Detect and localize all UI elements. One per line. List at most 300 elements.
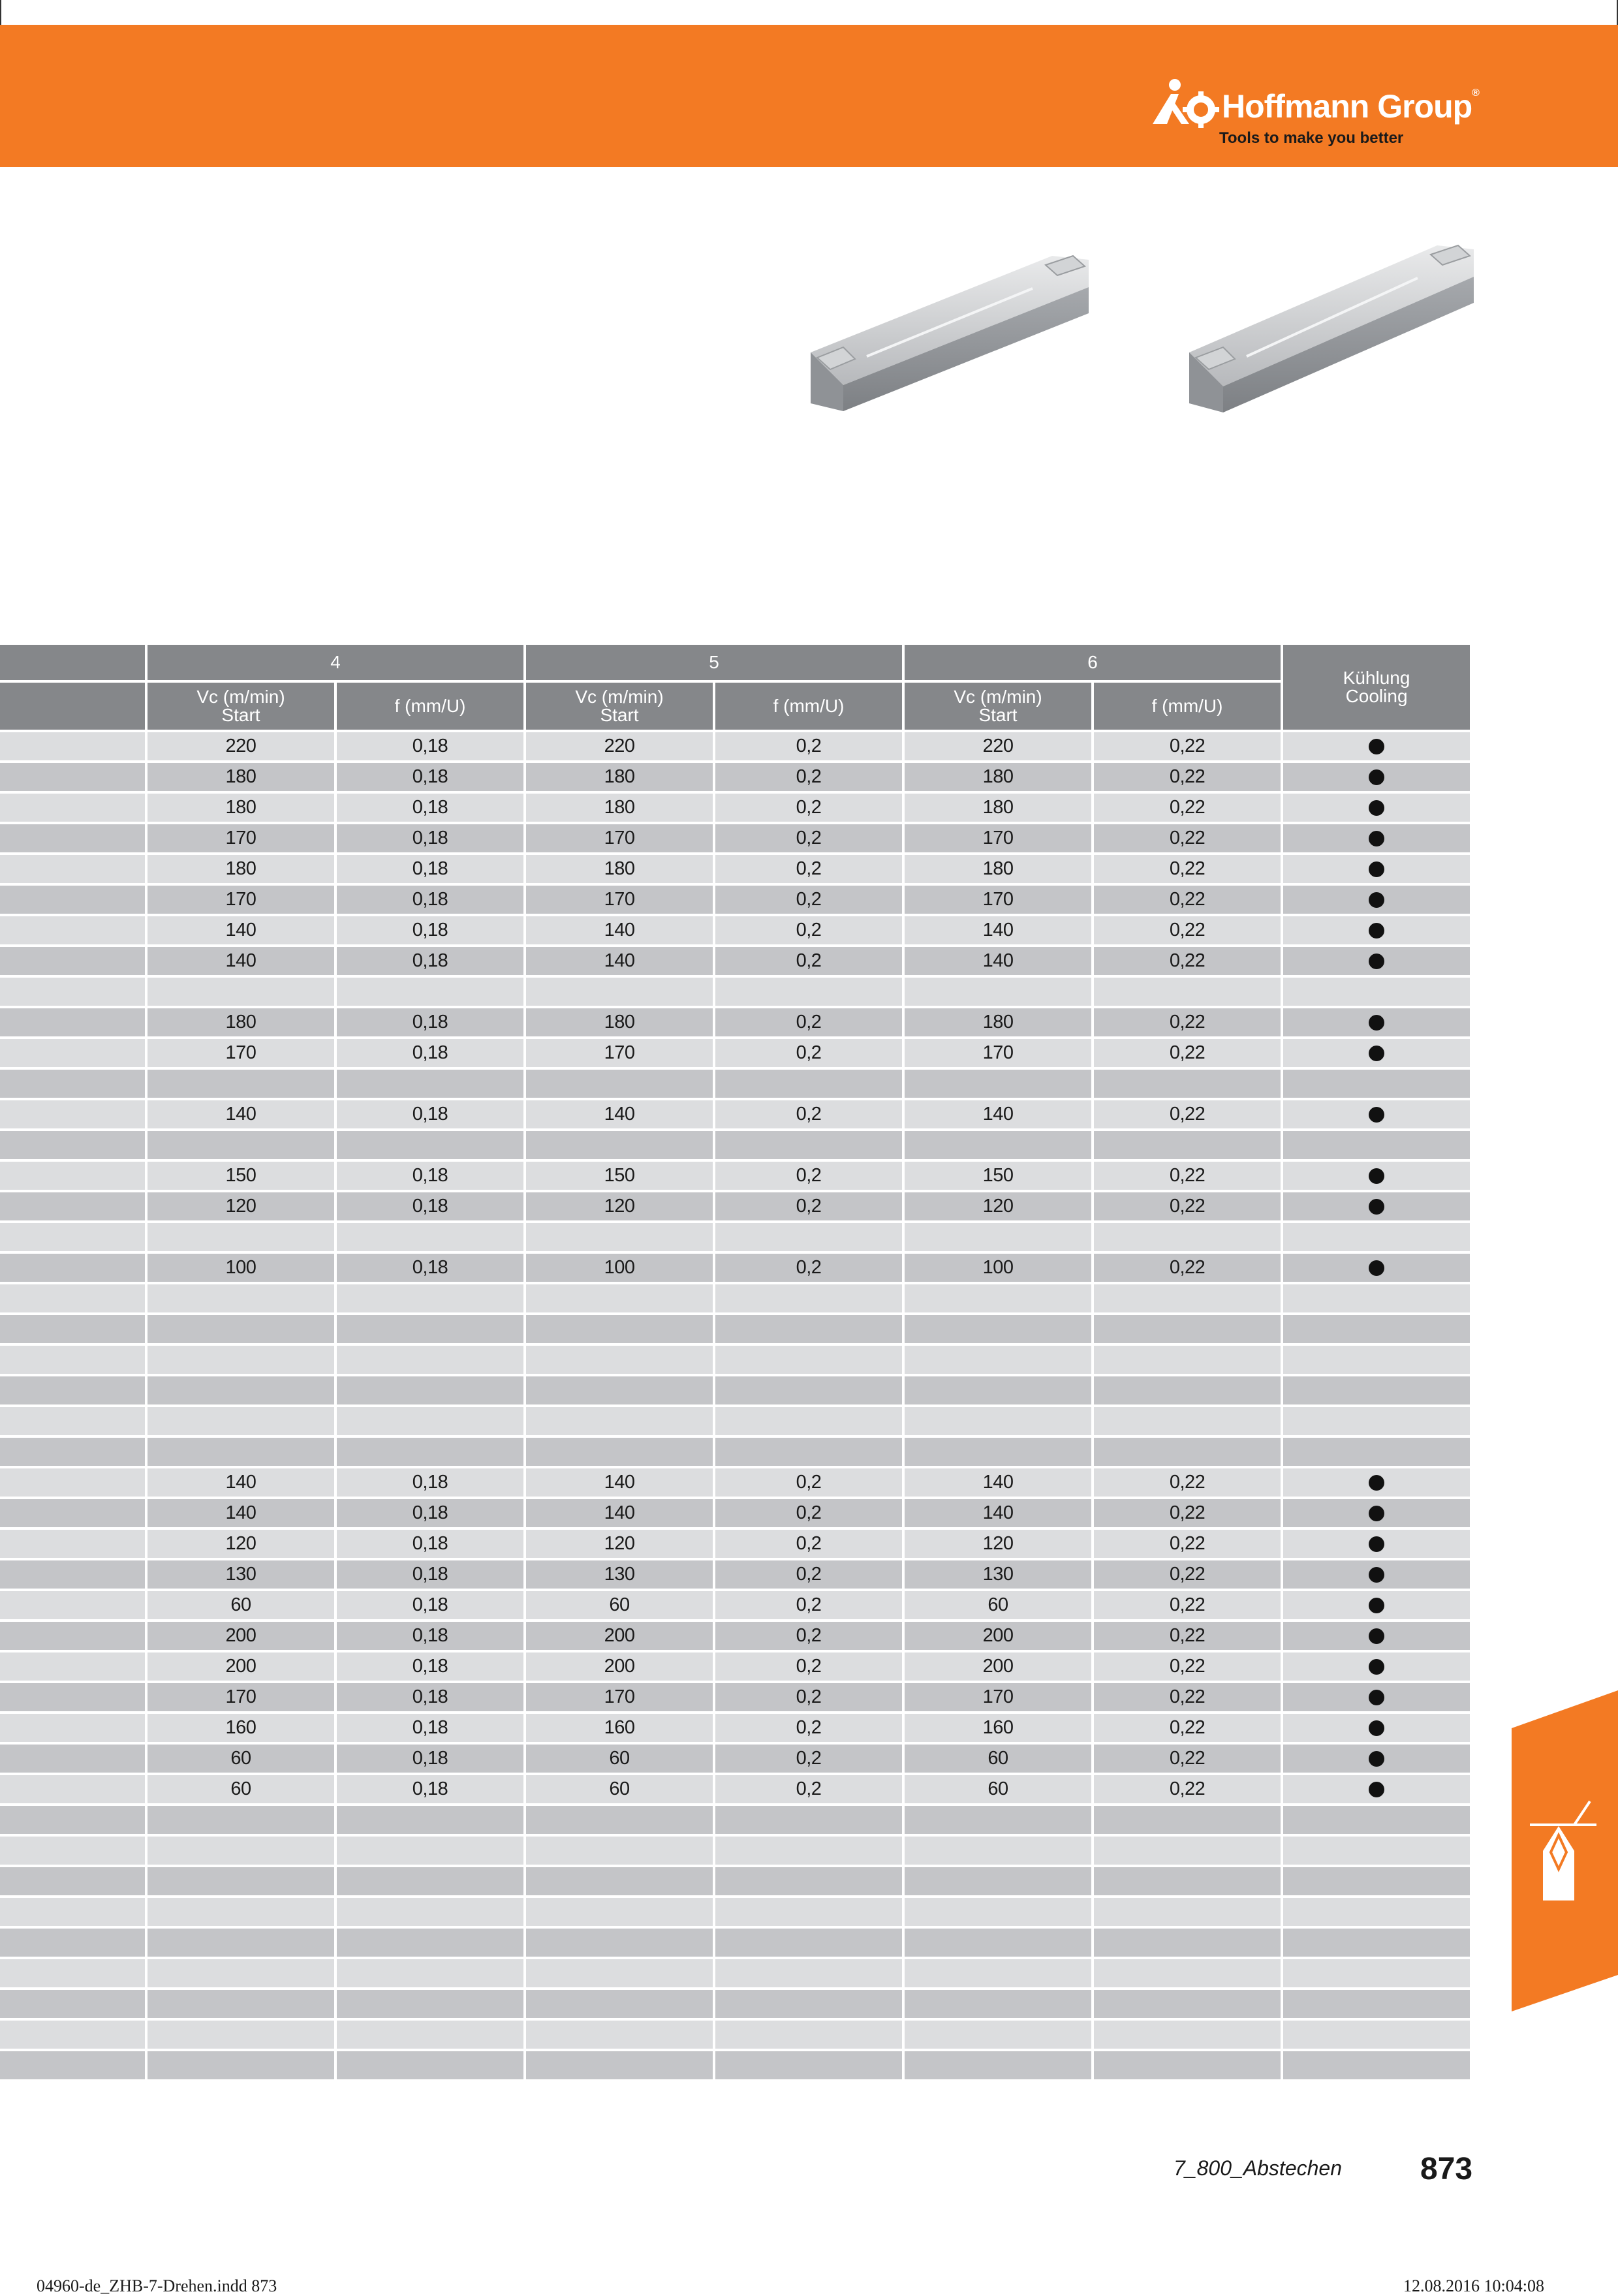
table-row (0, 1406, 1471, 1436)
table-row (0, 1252, 1471, 1283)
cooling-cell (1282, 1314, 1471, 1344)
vc-cell-5 (525, 1897, 714, 1927)
row-label-cell (0, 1621, 146, 1651)
cooling-dot-icon (1369, 1107, 1384, 1123)
cooling-dot-icon (1369, 892, 1384, 908)
cooling-dot-icon (1369, 1536, 1384, 1552)
cooling-cell (1282, 1283, 1471, 1314)
vc-cell-4 (146, 1130, 335, 1160)
vc-cell-5 (525, 1958, 714, 1989)
table-row (0, 1559, 1471, 1590)
vc-cell-4: 160 (146, 1713, 335, 1743)
table-row (0, 731, 1471, 762)
vc-cell-5 (525, 976, 714, 1007)
f-cell-4 (335, 1927, 525, 1958)
f-cell-5: 0,2 (714, 1682, 903, 1713)
cooling-cell (1282, 1989, 1471, 2019)
f-cell-6: 0,22 (1093, 1621, 1282, 1651)
vc-cell-4: 170 (146, 884, 335, 915)
f-cell-6: 0,22 (1093, 1713, 1282, 1743)
vc-cell-5 (525, 1406, 714, 1436)
vc-cell-4: 140 (146, 946, 335, 976)
cooling-cell (1282, 1651, 1471, 1682)
table-row (0, 976, 1471, 1007)
vc-cell-6 (903, 1958, 1093, 1989)
f-cell-4: 0,18 (335, 1559, 525, 1590)
f-cell-6 (1093, 1222, 1282, 1252)
vc-cell-6: 200 (903, 1621, 1093, 1651)
cooling-dot-icon (1369, 954, 1384, 969)
vc-cell-5 (525, 1375, 714, 1406)
f-cell-4: 0,18 (335, 1191, 525, 1222)
vc-cell-5: 170 (525, 823, 714, 854)
f-cell-4: 0,18 (335, 1160, 525, 1191)
f-cell-6: 0,22 (1093, 1743, 1282, 1774)
row-label-cell (0, 1068, 146, 1099)
table-row (0, 1682, 1471, 1713)
vc-cell-5: 120 (525, 1191, 714, 1222)
f-cell-5 (714, 1897, 903, 1927)
vc-cell-4 (146, 1989, 335, 2019)
f-cell-5: 0,2 (714, 1498, 903, 1528)
row-label-cell (0, 1099, 146, 1130)
f-cell-6: 0,22 (1093, 1590, 1282, 1621)
row-label-cell (0, 1375, 146, 1406)
row-label-cell (0, 1927, 146, 1958)
vc-cell-5: 60 (525, 1743, 714, 1774)
f-cell-4 (335, 1068, 525, 1099)
f-cell-5: 0,2 (714, 1774, 903, 1805)
row-label-cell (0, 1651, 146, 1682)
vc-cell-4 (146, 1375, 335, 1406)
row-label-cell (0, 884, 146, 915)
f-cell-5 (714, 1375, 903, 1406)
f-cell-4: 0,18 (335, 762, 525, 792)
vc-cell-4: 220 (146, 731, 335, 762)
row-label-cell (0, 1222, 146, 1252)
f-cell-5: 0,2 (714, 1559, 903, 1590)
cooling-cell (1282, 1130, 1471, 1160)
f-cell-5: 0,2 (714, 1743, 903, 1774)
f-cell-6: 0,22 (1093, 1038, 1282, 1068)
vc-cell-6 (903, 1344, 1093, 1375)
group-header-4: 4 (146, 645, 525, 681)
f-cell-6: 0,22 (1093, 1559, 1282, 1590)
vc-cell-6: 100 (903, 1252, 1093, 1283)
f-cell-5 (714, 1222, 903, 1252)
f-cell-5: 0,2 (714, 1007, 903, 1038)
f-cell-5: 0,2 (714, 1528, 903, 1559)
cooling-header-en: Cooling (1345, 686, 1408, 706)
row-label-cell (0, 1160, 146, 1191)
vc-cell-6: 130 (903, 1559, 1093, 1590)
f-cell-4: 0,18 (335, 1682, 525, 1713)
f-cell-6 (1093, 1436, 1282, 1467)
cooling-cell (1282, 1068, 1471, 1099)
vc-cell-5: 140 (525, 915, 714, 946)
vc-cell-6: 180 (903, 762, 1093, 792)
f-cell-4 (335, 1406, 525, 1436)
f-cell-5: 0,2 (714, 792, 903, 823)
cooling-cell (1282, 1252, 1471, 1283)
cooling-dot-icon (1369, 1782, 1384, 1797)
cooling-dot-icon (1369, 1046, 1384, 1061)
f-cell-5: 0,2 (714, 1252, 903, 1283)
vc-cell-5 (525, 1344, 714, 1375)
f-cell-5 (714, 1958, 903, 1989)
f-cell-4 (335, 1344, 525, 1375)
f-cell-5 (714, 1344, 903, 1375)
f-cell-4 (335, 1283, 525, 1314)
row-label-cell (0, 823, 146, 854)
row-label-cell (0, 792, 146, 823)
hoffmann-logo (1149, 77, 1488, 149)
vc-cell-4 (146, 1314, 335, 1344)
table-row (0, 1038, 1471, 1068)
f-cell-6 (1093, 2050, 1282, 2081)
f-cell-6: 0,22 (1093, 792, 1282, 823)
f-cell-6 (1093, 1344, 1282, 1375)
brand-name: Hoffmann Group® (1222, 87, 1479, 125)
cooling-dot-icon (1369, 1168, 1384, 1184)
f-cell-5 (714, 1436, 903, 1467)
table-row (0, 1835, 1471, 1866)
row-label-cell (0, 1252, 146, 1283)
vc-cell-6 (903, 1436, 1093, 1467)
f-cell-6: 0,22 (1093, 1099, 1282, 1130)
f-cell-4 (335, 1989, 525, 2019)
f-header-4: f (mm/U) (335, 681, 525, 731)
vc-cell-5: 180 (525, 1007, 714, 1038)
row-label-cell (0, 854, 146, 884)
row-label-cell (0, 1467, 146, 1498)
f-cell-4 (335, 2019, 525, 2050)
vc-cell-4: 60 (146, 1590, 335, 1621)
cooling-dot-icon (1369, 923, 1384, 939)
f-cell-5 (714, 1283, 903, 1314)
f-cell-6: 0,22 (1093, 1191, 1282, 1222)
vc-cell-6: 140 (903, 1498, 1093, 1528)
vc-cell-5: 170 (525, 1038, 714, 1068)
group-header-5: 5 (525, 645, 903, 681)
cooling-dot-icon (1369, 1720, 1384, 1736)
f-cell-6: 0,22 (1093, 731, 1282, 762)
vc-cell-5 (525, 1989, 714, 2019)
f-cell-5: 0,2 (714, 1467, 903, 1498)
vc-cell-4: 140 (146, 1099, 335, 1130)
f-cell-4 (335, 1314, 525, 1344)
vc-cell-5 (525, 1068, 714, 1099)
f-cell-4: 0,18 (335, 1252, 525, 1283)
table-body (0, 731, 1471, 2081)
f-cell-6 (1093, 1897, 1282, 1927)
cooling-dot-icon (1369, 1659, 1384, 1675)
vc-cell-4: 180 (146, 762, 335, 792)
row-label-cell (0, 1130, 146, 1160)
cooling-cell (1282, 2050, 1471, 2081)
vc-cell-5 (525, 1222, 714, 1252)
vc-cell-5: 160 (525, 1713, 714, 1743)
vc-cell-4 (146, 2019, 335, 2050)
cooling-cell (1282, 1375, 1471, 1406)
cooling-cell (1282, 762, 1471, 792)
vc-cell-6 (903, 2050, 1093, 2081)
cooling-dot-icon (1369, 861, 1384, 877)
table-row (0, 1130, 1471, 1160)
row-label-cell (0, 1958, 146, 1989)
cooling-cell (1282, 1099, 1471, 1130)
cooling-dot-icon (1369, 769, 1384, 785)
f-cell-6 (1093, 1958, 1282, 1989)
f-cell-5 (714, 1927, 903, 1958)
table-row (0, 1498, 1471, 1528)
vc-cell-4: 140 (146, 915, 335, 946)
vc-cell-5 (525, 1835, 714, 1866)
vc-cell-6 (903, 1835, 1093, 1866)
f-cell-6: 0,22 (1093, 915, 1282, 946)
cooling-cell (1282, 823, 1471, 854)
f-cell-4: 0,18 (335, 1774, 525, 1805)
row-label-cell (0, 1528, 146, 1559)
row-label-cell (0, 2019, 146, 2050)
vc-cell-4: 120 (146, 1191, 335, 1222)
f-cell-5: 0,2 (714, 1713, 903, 1743)
table-row (0, 1314, 1471, 1344)
vc-cell-6 (903, 1375, 1093, 1406)
f-cell-5: 0,2 (714, 884, 903, 915)
table-row (0, 1743, 1471, 1774)
cooling-dot-icon (1369, 1751, 1384, 1767)
f-cell-4: 0,18 (335, 1651, 525, 1682)
f-cell-4: 0,18 (335, 884, 525, 915)
vc-cell-6: 170 (903, 823, 1093, 854)
f-cell-6: 0,22 (1093, 1498, 1282, 1528)
row-label-cell (0, 1406, 146, 1436)
table-row (0, 1099, 1471, 1130)
vc-cell-4 (146, 1927, 335, 1958)
f-cell-4: 0,18 (335, 1528, 525, 1559)
f-cell-6 (1093, 1406, 1282, 1436)
table-row (0, 1958, 1471, 1989)
grooving-insert-image-right (1183, 235, 1476, 424)
vc-cell-4 (146, 1805, 335, 1835)
vc-cell-4: 180 (146, 1007, 335, 1038)
group-header-6: 6 (903, 645, 1282, 681)
row-label-cell (0, 946, 146, 976)
cooling-cell (1282, 915, 1471, 946)
cooling-dot-icon (1369, 1690, 1384, 1705)
table-row (0, 1621, 1471, 1651)
f-cell-4: 0,18 (335, 792, 525, 823)
table-row (0, 1007, 1471, 1038)
header-blank (0, 681, 146, 731)
vc-cell-4: 180 (146, 792, 335, 823)
cooling-dot-icon (1369, 739, 1384, 754)
cooling-cell (1282, 1007, 1471, 1038)
table-row (0, 1160, 1471, 1191)
table-row (0, 1805, 1471, 1835)
f-cell-5 (714, 976, 903, 1007)
f-cell-4 (335, 1130, 525, 1160)
vc-cell-5: 140 (525, 946, 714, 976)
vc-cell-6: 160 (903, 1713, 1093, 1743)
f-cell-6: 0,22 (1093, 1528, 1282, 1559)
cooling-cell (1282, 1713, 1471, 1743)
vc-cell-6 (903, 1314, 1093, 1344)
table-row (0, 1375, 1471, 1406)
f-cell-6 (1093, 1375, 1282, 1406)
f-cell-5: 0,2 (714, 1621, 903, 1651)
f-cell-4 (335, 1805, 525, 1835)
vc-cell-5 (525, 2050, 714, 2081)
cooling-dot-icon (1369, 1506, 1384, 1521)
f-cell-4 (335, 1222, 525, 1252)
cooling-cell (1282, 976, 1471, 1007)
f-cell-4: 0,18 (335, 1467, 525, 1498)
f-cell-5 (714, 1314, 903, 1344)
f-cell-5: 0,2 (714, 915, 903, 946)
f-cell-4 (335, 1375, 525, 1406)
f-cell-4: 0,18 (335, 1590, 525, 1621)
cooling-cell (1282, 1436, 1471, 1467)
vc-cell-4 (146, 1436, 335, 1467)
vc-cell-4 (146, 1222, 335, 1252)
cooling-header-de: Kühlung (1343, 668, 1410, 688)
vc-cell-4: 150 (146, 1160, 335, 1191)
f-cell-6 (1093, 1805, 1282, 1835)
header-blank (0, 645, 146, 681)
cooling-dot-icon (1369, 831, 1384, 846)
vc-cell-4 (146, 1068, 335, 1099)
table-row (0, 2050, 1471, 2081)
f-cell-5 (714, 1866, 903, 1897)
row-label-cell (0, 2050, 146, 2081)
row-label-cell (0, 1314, 146, 1344)
f-cell-6: 0,22 (1093, 1774, 1282, 1805)
f-cell-4: 0,18 (335, 946, 525, 976)
vc-cell-6: 140 (903, 1467, 1093, 1498)
row-label-cell (0, 1805, 146, 1835)
table-row (0, 1222, 1471, 1252)
cooling-cell (1282, 1958, 1471, 1989)
table-row (0, 854, 1471, 884)
vc-cell-6: 220 (903, 731, 1093, 762)
cooling-cell (1282, 854, 1471, 884)
cutting-data-table (0, 645, 1472, 2082)
f-cell-4: 0,18 (335, 1743, 525, 1774)
vc-cell-6: 60 (903, 1774, 1093, 1805)
row-label-cell (0, 976, 146, 1007)
table-row (0, 1436, 1471, 1467)
vc-cell-6: 180 (903, 1007, 1093, 1038)
vc-cell-5: 180 (525, 854, 714, 884)
vc-cell-4: 140 (146, 1467, 335, 1498)
cooling-dot-icon (1369, 1598, 1384, 1613)
table-row (0, 1866, 1471, 1897)
cooling-cell (1282, 1866, 1471, 1897)
cooling-cell (1282, 1528, 1471, 1559)
f-cell-6 (1093, 1835, 1282, 1866)
row-label-cell (0, 762, 146, 792)
table-row (0, 1927, 1471, 1958)
vc-cell-6: 120 (903, 1528, 1093, 1559)
crop-mark-left (0, 0, 1, 25)
f-cell-4 (335, 1958, 525, 1989)
cooling-cell (1282, 1559, 1471, 1590)
f-cell-6 (1093, 2019, 1282, 2050)
row-label-cell (0, 1498, 146, 1528)
cooling-cell (1282, 1682, 1471, 1713)
f-cell-4 (335, 1866, 525, 1897)
row-label-cell (0, 1590, 146, 1621)
vc-cell-5: 180 (525, 762, 714, 792)
row-label-cell (0, 1283, 146, 1314)
vc-cell-6: 140 (903, 1099, 1093, 1130)
f-cell-6: 0,22 (1093, 762, 1282, 792)
cooling-cell (1282, 1805, 1471, 1835)
vc-cell-5: 170 (525, 884, 714, 915)
vc-cell-5: 60 (525, 1774, 714, 1805)
f-cell-6 (1093, 976, 1282, 1007)
vc-cell-6 (903, 976, 1093, 1007)
vc-cell-6: 140 (903, 915, 1093, 946)
table-row (0, 1191, 1471, 1222)
table-row (0, 1774, 1471, 1805)
f-cell-6 (1093, 1989, 1282, 2019)
table-row (0, 946, 1471, 976)
f-cell-6: 0,22 (1093, 946, 1282, 976)
table-row (0, 1528, 1471, 1559)
f-cell-5 (714, 1068, 903, 1099)
f-cell-6: 0,22 (1093, 1651, 1282, 1682)
f-cell-4 (335, 2050, 525, 2081)
f-cell-6 (1093, 1068, 1282, 1099)
row-label-cell (0, 1713, 146, 1743)
f-cell-5 (714, 1989, 903, 2019)
cooling-cell (1282, 1498, 1471, 1528)
vc-cell-4 (146, 1866, 335, 1897)
cooling-cell (1282, 946, 1471, 976)
cooling-cell (1282, 1467, 1471, 1498)
row-label-cell (0, 915, 146, 946)
f-cell-6 (1093, 1130, 1282, 1160)
f-header-5: f (mm/U) (714, 681, 903, 731)
table-row (0, 1467, 1471, 1498)
row-label-cell (0, 1038, 146, 1068)
row-label-cell (0, 1191, 146, 1222)
table-row (0, 1897, 1471, 1927)
vc-cell-4: 60 (146, 1774, 335, 1805)
cooling-dot-icon (1369, 1015, 1384, 1031)
page-number: 873 (1420, 2152, 1473, 2186)
table-row (0, 762, 1471, 792)
hoffmann-gear-figure-icon (1149, 77, 1221, 129)
vc-cell-4: 170 (146, 823, 335, 854)
chapter-label: 7_800_Abstechen (1174, 2156, 1342, 2180)
cooling-cell (1282, 1160, 1471, 1191)
vc-cell-5: 170 (525, 1682, 714, 1713)
vc-cell-6 (903, 1283, 1093, 1314)
table-row (0, 1590, 1471, 1621)
vc-cell-4: 120 (146, 1528, 335, 1559)
vc-cell-6: 120 (903, 1191, 1093, 1222)
table-row (0, 1651, 1471, 1682)
cooling-cell (1282, 1743, 1471, 1774)
f-cell-6: 0,22 (1093, 1160, 1282, 1191)
row-label-cell (0, 1989, 146, 2019)
f-cell-4: 0,18 (335, 1498, 525, 1528)
row-label-cell (0, 1897, 146, 1927)
